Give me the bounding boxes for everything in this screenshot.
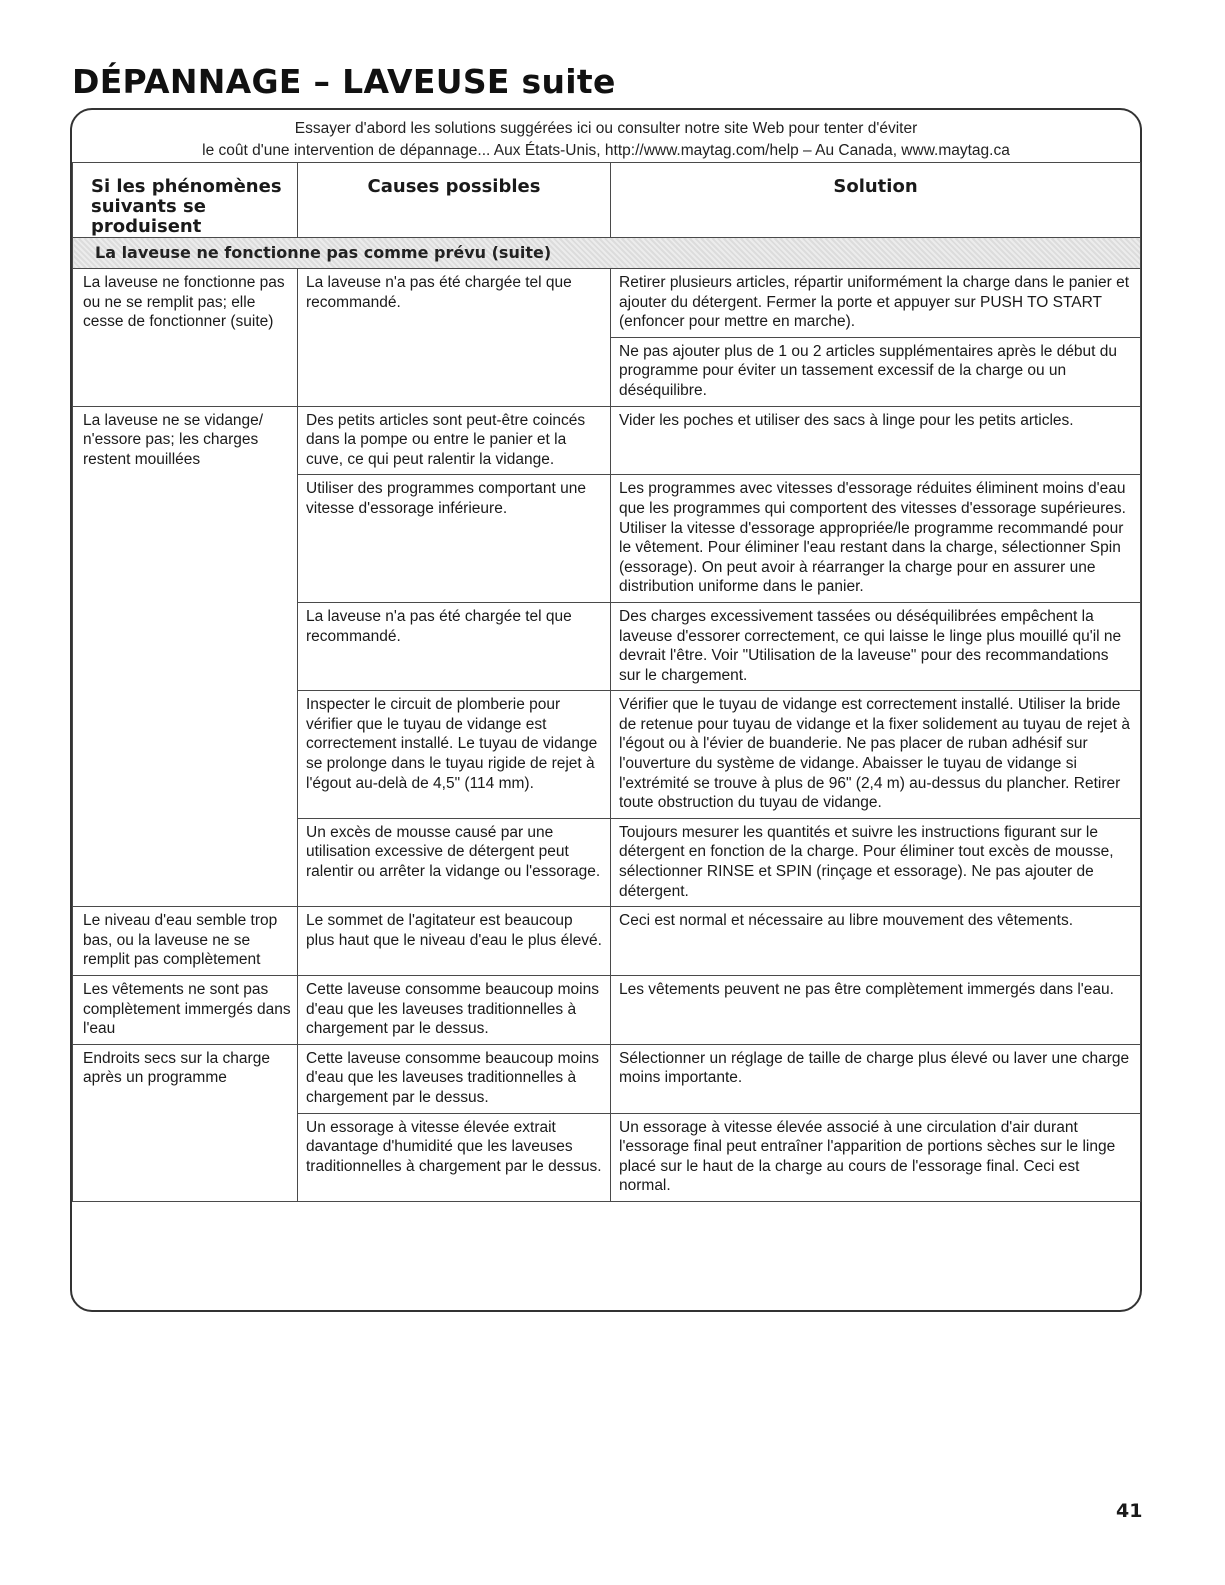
table-header-row (73, 163, 1141, 238)
cause-cell: Le sommet de l'agitateur est beaucoup plus haut que le niveau d'eau le plus élevé. (298, 907, 611, 976)
solution-cell: Vérifier que le tuyau de vidange est correctement installé. Utiliser la bride de retenue pour tuyau de vidange et la fixer solidement au tuyau de rejet à l'égout ou à l'évier de buanderie. Ne pas placer de ruban adhésif sur l'ouverture du système de vidange. Abaisser le tuyau de vidange si l'extrémité se trouve à plus de 96" (2,4 m) au-dessus du plancher. Retirer toute obstruction du tuyau de vidange. (611, 691, 1141, 819)
header-symptom (73, 163, 298, 238)
solution-cell: Un essorage à vitesse élevée associé à une circulation d'air durant l'essorage final peut entraîner l'apparition de portions sèches sur le linge placé sur le haut de la charge au cours de l'essorage final. Ceci est normal. (611, 1113, 1141, 1201)
header-symptom-line-2: suivants se produisent (91, 196, 206, 237)
table-row (73, 976, 1141, 1045)
solution-cell: Toujours mesurer les quantités et suivre les instructions figurant sur le détergent en fonction de la charge. Pour éliminer tout excès de mousse, sélectionner RINSE et SPIN (rinçage et essorage). Ne pas ajouter de détergent. (611, 818, 1141, 906)
symptom-cell: Les vêtements ne sont pas complètement immergés dans l'eau (73, 976, 298, 1045)
header-symptom-line-1: Si les phénomènes (91, 176, 282, 197)
section-heading: La laveuse ne fonctionne pas comme prévu (suite) (73, 238, 1141, 269)
table-row (73, 269, 1141, 338)
intro-line-2: le coût d'une intervention de dépannage... Aux États-Unis, http://www.maytag.com/help – Au Canada, www.maytag.ca (202, 142, 1010, 159)
table-row (73, 406, 1141, 475)
cause-cell: Un essorage à vitesse élevée extrait davantage d'humidité que les laveuses traditionnelles à chargement par le dessus. (298, 1113, 611, 1201)
intro-text (72, 118, 1140, 162)
header-causes: Causes possibles (298, 163, 611, 238)
solution-cell: Les vêtements peuvent ne pas être complètement immergés dans l'eau. (611, 976, 1141, 1045)
cause-cell: La laveuse n'a pas été chargée tel que recommandé. (298, 269, 611, 407)
page-number: 41 (1116, 1500, 1143, 1522)
solution-cell: Des charges excessivement tassées ou déséquilibrées empêchent la laveuse d'essorer correctement, ce qui laisse le linge plus mouillé qu'il ne devrait l'être. Voir "Utilisation de la laveuse" pour des recommandations sur le chargement. (611, 602, 1141, 690)
symptom-cell: La laveuse ne se vidange/ n'essore pas; les charges restent mouillées (73, 406, 298, 907)
section-row (73, 238, 1141, 269)
header-solution: Solution (611, 163, 1141, 238)
solution-cell: Ne pas ajouter plus de 1 ou 2 articles supplémentaires après le début du programme pour éviter un tassement excessif de la charge ou un déséquilibre. (611, 337, 1141, 406)
table-row (73, 907, 1141, 976)
solution-cell: Retirer plusieurs articles, répartir uniformément la charge dans le panier et ajouter du détergent. Fermer la porte et appuyer sur PUSH TO START (enfoncer pour mettre en marche). (611, 269, 1141, 338)
intro-line-1: Essayer d'abord les solutions suggérées ici ou consulter notre site Web pour tenter d'éviter (294, 120, 918, 137)
solution-cell: Les programmes avec vitesses d'essorage réduites éliminent moins d'eau que les programmes qui comportent des vitesses d'essorage supérieures. Utiliser la vitesse d'essorage appropriée/le programme recommandé pour le vêtement. Pour éliminer l'eau restant dans la charge, sélectionner Spin (essorage). On peut avoir à réarranger la charge pour en assurer une distribution uniforme dans le panier. (611, 475, 1141, 603)
table-body (73, 269, 1141, 1202)
solution-cell: Sélectionner un réglage de taille de charge plus élevé ou laver une charge moins importante. (611, 1044, 1141, 1113)
solution-cell: Ceci est normal et nécessaire au libre mouvement des vêtements. (611, 907, 1141, 976)
cause-cell: Utiliser des programmes comportant une vitesse d'essorage inférieure. (298, 475, 611, 603)
troubleshooting-table (72, 162, 1141, 1202)
cause-cell: Cette laveuse consomme beaucoup moins d'eau que les laveuses traditionnelles à chargement par le dessus. (298, 976, 611, 1045)
symptom-cell: Le niveau d'eau semble trop bas, ou la laveuse ne se remplit pas complètement (73, 907, 298, 976)
table-row (73, 1044, 1141, 1113)
symptom-cell: La laveuse ne fonctionne pas ou ne se remplit pas; elle cesse de fonctionner (suite) (73, 269, 298, 407)
cause-cell: Cette laveuse consomme beaucoup moins d'eau que les laveuses traditionnelles à chargement par le dessus. (298, 1044, 611, 1113)
cause-cell: La laveuse n'a pas été chargée tel que recommandé. (298, 602, 611, 690)
solution-cell: Vider les poches et utiliser des sacs à linge pour les petits articles. (611, 406, 1141, 475)
cause-cell: Des petits articles sont peut-être coincés dans la pompe ou entre le panier et la cuve, ce qui peut ralentir la vidange. (298, 406, 611, 475)
cause-cell: Inspecter le circuit de plomberie pour vérifier que le tuyau de vidange est correctement installé. Le tuyau de vidange se prolonge dans le tuyau rigide de rejet à l'égout au-delà de 4,5" (114 mm). (298, 691, 611, 819)
symptom-cell: Endroits secs sur la charge après un programme (73, 1044, 298, 1201)
page-title: DÉPANNAGE – LAVEUSE suite (72, 62, 616, 101)
cause-cell: Un excès de mousse causé par une utilisation excessive de détergent peut ralentir ou arrêter la vidange ou l'essorage. (298, 818, 611, 906)
